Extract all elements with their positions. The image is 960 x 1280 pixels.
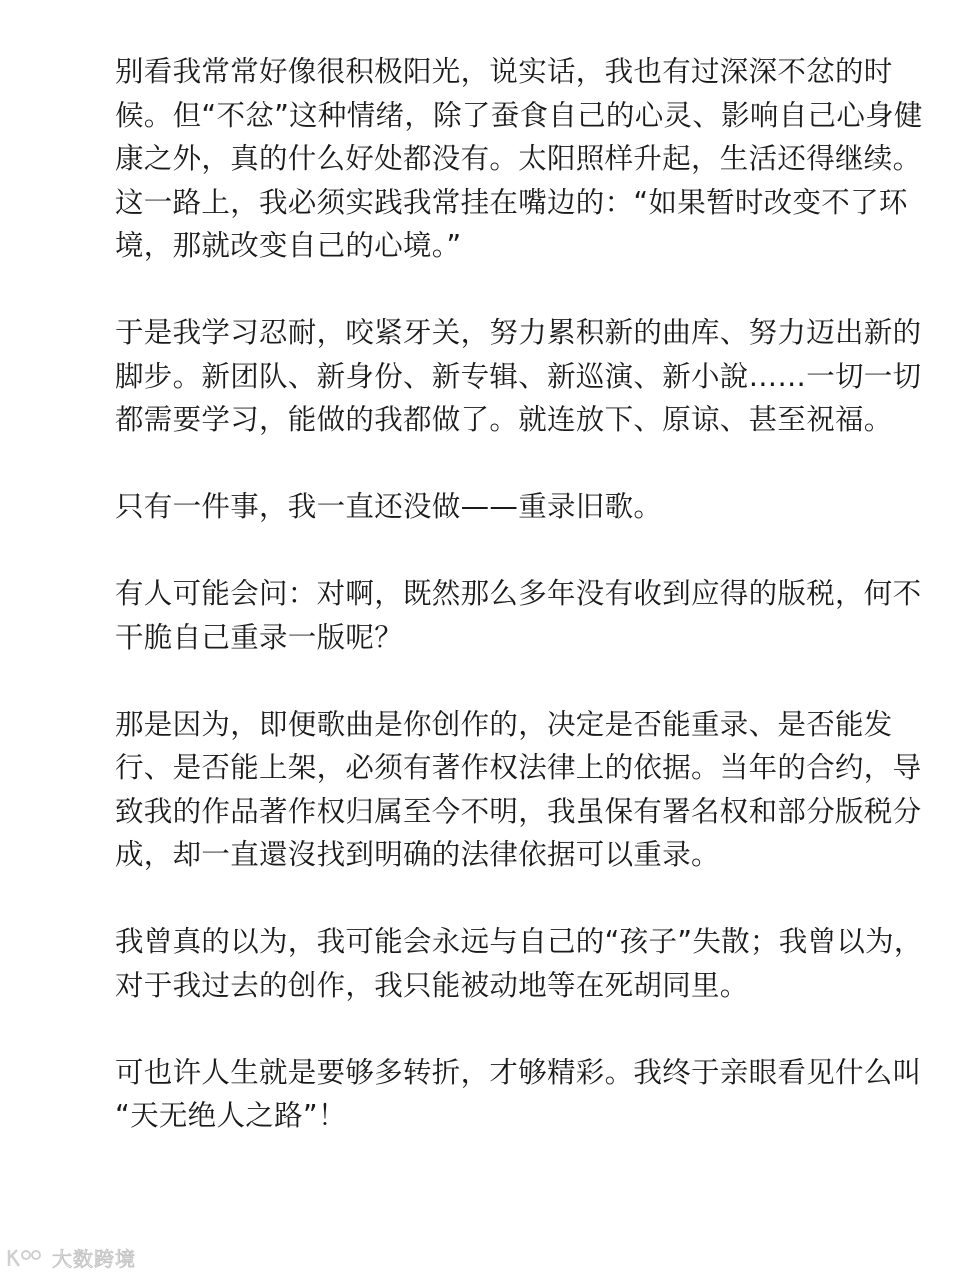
text-line: 境，那就改变自己的心境。” bbox=[115, 229, 462, 262]
text-line: 行、是否能上架，必须有著作权法律上的依据。当年的合约，导 bbox=[115, 751, 922, 784]
paragraph bbox=[115, 50, 923, 268]
text-line: 脚步。新团队、新身份、新专辑、新巡演、新小說……一切一切 bbox=[115, 359, 922, 393]
text-line: 干脆自己重录一版呢？ bbox=[115, 620, 404, 654]
text-line: 康之外，真的什么好处都没有。太阳照样升起，生活还得继续。 bbox=[115, 142, 922, 175]
text-line: 我曾真的以为，我可能会永远与自己的“孩子”失散；我曾以为， bbox=[115, 925, 923, 958]
article-body bbox=[115, 50, 923, 1181]
watermark bbox=[6, 1243, 136, 1272]
text-line: 于是我学习忍耐，咬紧牙关，努力累积新的曲库、努力迈出新的 bbox=[115, 316, 922, 349]
text-line: 都需要学习，能做的我都做了。就连放下、原谅、甚至祝福。 bbox=[115, 403, 893, 436]
paragraph bbox=[115, 485, 855, 529]
watermark-text: 大数跨境 bbox=[52, 1247, 136, 1271]
paragraph bbox=[115, 311, 922, 442]
paragraph bbox=[115, 1051, 922, 1138]
text-line: 那是因为，即便歌曲是你创作的，决定是否能重录、是否能发 bbox=[115, 707, 893, 741]
text-line: 成，却一直還沒找到明确的法律依据可以重录。 bbox=[115, 838, 720, 871]
text-line: 对于我过去的创作，我只能被动地等在死胡同里。 bbox=[115, 968, 749, 1002]
kj-logo-icon bbox=[6, 1247, 46, 1269]
text-line: 别看我常常好像很积极阳光，说实话，我也有过深深不忿的时 bbox=[115, 55, 893, 88]
paragraph bbox=[115, 572, 922, 659]
paragraph bbox=[115, 920, 923, 1007]
text-line: 可也许人生就是要够多转折，才够精彩。我终于亲眼看见什么叫 bbox=[115, 1055, 922, 1089]
text-line: 这一路上，我必须实践我常挂在嘴边的：“如果暂时改变不了环 bbox=[115, 185, 908, 219]
paragraph bbox=[115, 703, 922, 877]
text-line: 只有一件事，我一直还没做——重录旧歌。 bbox=[115, 490, 663, 523]
text-line: “天无绝人之路”！ bbox=[115, 1099, 347, 1132]
text-line: 致我的作品著作权归属至今不明，我虽保有署名权和部分版税分 bbox=[115, 794, 922, 828]
text-line: 候。但“不忿”这种情绪，除了蚕食自己的心灵、影响自己心身健 bbox=[115, 98, 923, 132]
text-line: 有人可能会问：对啊，既然那么多年没有收到应得的版税，何不 bbox=[115, 577, 922, 610]
